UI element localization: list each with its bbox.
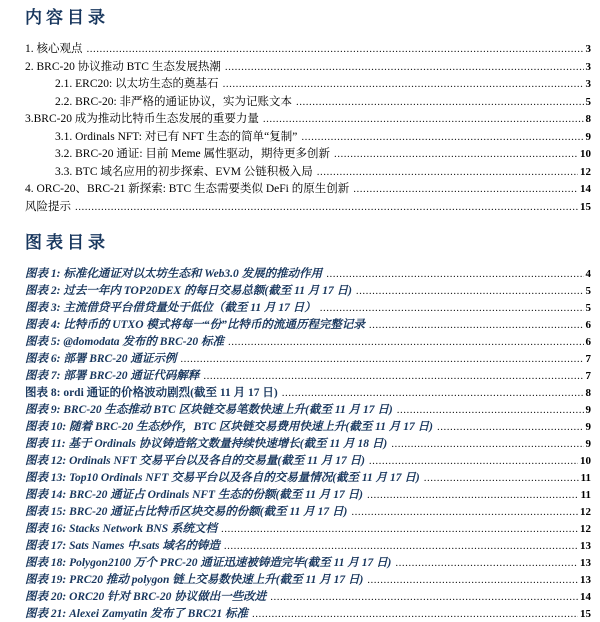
chart-entry-label: 图表 4: 比特币的 UTXO 模式将每一“份”比特币的流通历程完整记录 xyxy=(25,319,365,331)
chart-entry-page: 13 xyxy=(580,540,591,552)
toc-entry-label: 2. BRC-20 协议推动 BTC 生态发展热潮 xyxy=(25,60,221,73)
chart-entry-label: 图表 2: 过去一年内 TOP20DEX 的每日交易总额(截至 11 月 17 日) xyxy=(25,285,352,297)
chart-entry-10[interactable] xyxy=(25,418,591,435)
chart-toc-title: 图表目录 xyxy=(25,233,109,252)
toc-entry-page: 12 xyxy=(580,165,591,178)
dot-leader xyxy=(397,404,584,416)
chart-entry-label: 图表 14: BRC-20 通证占 Ordinals NFT 生态的份额(截至 11 月 17 日) xyxy=(25,489,363,501)
chart-entry-7[interactable] xyxy=(25,367,591,384)
dot-leader xyxy=(203,370,583,382)
dot-leader xyxy=(369,455,578,467)
chart-entry-page: 5 xyxy=(585,302,591,314)
chart-entry-label: 图表 10: 随着 BRC-20 生态炒作，BTC 区块链交易费用快速上升(截至 11 月 17 日) xyxy=(25,421,433,433)
chart-entry-9[interactable] xyxy=(25,401,591,418)
chart-entry-page: 8 xyxy=(585,387,591,399)
dot-leader xyxy=(356,285,584,297)
dot-leader xyxy=(270,591,578,603)
toc-entry-label: 2.2. BRC-20: 非严格的通证协议，实为记账文本 xyxy=(55,95,293,108)
toc-entry-label: 3.1. Ordinals NFT: 对已有 NFT 生态的简单“复制” xyxy=(55,130,298,143)
dot-leader xyxy=(424,472,579,484)
chart-entry-page: 6 xyxy=(585,319,591,331)
chart-entry-17[interactable] xyxy=(25,537,591,554)
chart-entry-1[interactable] xyxy=(25,265,591,282)
toc-entry-label: 1. 核心观点 xyxy=(25,43,83,55)
chart-entry-label: 图表 13: Top10 Ordinals NFT 交易平台以及各自的交易量情况(截至 11 月 17 日) xyxy=(25,472,420,484)
dot-leader xyxy=(228,336,583,348)
chart-entry-page: 9 xyxy=(585,438,591,450)
chart-entry-page: 4 xyxy=(585,268,591,280)
chart-entry-label: 图表 15: BRC-20 通证占比特币区块交易的份额(截至 11 月 17 日) xyxy=(25,506,348,518)
chart-entry-label: 图表 7: 部署 BRC-20 通证代码解释 xyxy=(25,370,200,382)
chart-entry-page: 9 xyxy=(585,421,591,433)
chart-entry-label: 图表 6: 部署 BRC-20 通证示例 xyxy=(25,353,177,365)
toc-entry-page: 8 xyxy=(585,113,591,125)
content-toc-title: 内容目录 xyxy=(25,8,109,27)
dot-leader xyxy=(367,489,579,501)
toc-entry-page: 3 xyxy=(585,78,591,90)
chart-entry-label: 图表 21: Alexei Zamyatin 发布了 BRC21 标准 xyxy=(25,608,248,620)
chart-entry-14[interactable] xyxy=(25,486,591,503)
dot-leader xyxy=(225,61,584,73)
chart-entry-8[interactable] xyxy=(25,384,591,401)
dot-leader xyxy=(320,302,584,314)
dot-leader xyxy=(223,78,584,90)
toc-entry-1[interactable] xyxy=(25,40,591,58)
chart-entry-label: 图表 11: 基于 Ordinals 协议铸造铭文数量持续快速增长(截至 11 月 18 日) xyxy=(25,438,388,450)
toc-entry-page: 5 xyxy=(585,95,591,108)
chart-entry-13[interactable] xyxy=(25,469,591,486)
toc-entry-2[interactable] xyxy=(25,58,591,76)
dot-leader xyxy=(326,268,583,280)
dot-leader xyxy=(252,608,578,620)
content-toc-list xyxy=(25,40,591,215)
dot-leader xyxy=(180,353,583,365)
chart-entry-15[interactable] xyxy=(25,503,591,520)
chart-entry-3[interactable] xyxy=(25,299,591,316)
chart-entry-4[interactable] xyxy=(25,316,591,333)
chart-entry-label: 图表 17: Sats Names 中.sats 域名的铸造 xyxy=(25,540,220,552)
chart-entry-label: 图表 19: PRC20 推动 polygon 链上交易数快速上升(截至 11 月 17 日) xyxy=(25,574,364,586)
dot-leader xyxy=(87,43,584,55)
chart-entry-label: 图表 1: 标准化通证对以太坊生态和 Web3.0 发展的推动作用 xyxy=(25,268,323,280)
toc-entry-page: 15 xyxy=(580,200,591,213)
chart-entry-page: 7 xyxy=(585,353,591,365)
dot-leader xyxy=(334,148,578,160)
chart-entry-page: 10 xyxy=(580,455,591,467)
toc-entry-label: 风险提示 xyxy=(25,200,71,213)
chart-entry-label: 图表 8: ordi 通证的价格波动剧烈(截至 11 月 17 日) xyxy=(25,387,278,399)
toc-entry-label: 2.1. ERC20: 以太坊生态的奠基石 xyxy=(55,78,219,90)
toc-entry-risk[interactable] xyxy=(25,198,591,216)
chart-entry-19[interactable] xyxy=(25,571,591,588)
chart-entry-page: 5 xyxy=(585,285,591,297)
chart-entry-5[interactable] xyxy=(25,333,591,350)
chart-entry-11[interactable] xyxy=(25,435,591,452)
chart-entry-page: 11 xyxy=(580,489,591,501)
toc-entry-label: 3.2. BRC-20 通证: 目前 Meme 属性驱动，期待更多创新 xyxy=(55,148,331,160)
dot-leader xyxy=(437,421,584,433)
chart-entry-page: 11 xyxy=(580,472,591,484)
dot-leader xyxy=(224,540,578,552)
dot-leader xyxy=(395,557,578,569)
toc-entry-page: 14 xyxy=(580,183,591,195)
toc-entry-label: 3.BRC-20 成为推动比特币生态发展的重要力量 xyxy=(25,113,259,125)
toc-entry-page: 3 xyxy=(585,60,591,73)
dot-leader xyxy=(282,387,584,399)
toc-entry-2-2[interactable] xyxy=(25,93,591,111)
chart-entry-21[interactable] xyxy=(25,605,591,622)
chart-entry-label: 图表 20: ORC20 针对 BRC-20 协议做出一些改进 xyxy=(25,591,267,603)
chart-entry-18[interactable] xyxy=(25,554,591,571)
chart-entry-page: 12 xyxy=(580,506,591,518)
chart-toc-list xyxy=(25,265,591,622)
chart-entry-12[interactable] xyxy=(25,452,591,469)
chart-entry-6[interactable] xyxy=(25,350,591,367)
toc-entry-page: 9 xyxy=(585,130,591,143)
chart-entry-label: 图表 18: Polygon2100 万个 PRC-20 通证迅速被铸造完毕(截至 11 月 17 日) xyxy=(25,557,392,569)
chart-entry-20[interactable] xyxy=(25,588,591,605)
dot-leader xyxy=(351,506,578,518)
chart-entry-label: 图表 12: Ordinals NFT 交易平台以及各自的交易量(截至 11 月 17 日) xyxy=(25,455,365,467)
chart-entry-page: 14 xyxy=(580,591,591,603)
toc-entry-3[interactable] xyxy=(25,110,591,128)
chart-entry-page: 7 xyxy=(585,370,591,382)
chart-entry-16[interactable] xyxy=(25,520,591,537)
chart-entry-page: 6 xyxy=(585,336,591,348)
chart-entry-label: 图表 3: 主流借贷平台借贷量处于低位（截至 11 月 17 日） xyxy=(25,302,316,314)
dot-leader xyxy=(317,166,578,178)
chart-entry-label: 图表 5: @domodata 发布的 BRC-20 标准 xyxy=(25,336,225,348)
dot-leader xyxy=(75,201,578,213)
toc-entry-label: 3.3. BTC 域名应用的初步探索、EVM 公链积极入局 xyxy=(55,165,313,178)
dot-leader xyxy=(263,113,584,125)
toc-entry-3-1[interactable] xyxy=(25,128,591,146)
dot-leader xyxy=(353,183,578,195)
dot-leader xyxy=(367,574,578,586)
toc-entry-page: 3 xyxy=(585,43,591,55)
toc-entry-3-2[interactable] xyxy=(25,145,591,163)
toc-entry-3-3[interactable] xyxy=(25,163,591,181)
dot-leader xyxy=(369,319,584,331)
dot-leader xyxy=(301,131,583,143)
chart-entry-page: 13 xyxy=(580,557,591,569)
dot-leader xyxy=(221,523,578,535)
dot-leader xyxy=(391,438,583,450)
chart-entry-label: 图表 16: Stacks Network BNS 系统文档 xyxy=(25,523,217,535)
toc-entry-4[interactable] xyxy=(25,180,591,198)
toc-entry-label: 4. ORC-20、BRC-21 新探索: BTC 生态需要类似 DeFi 的原生创新 xyxy=(25,183,350,195)
chart-entry-label: 图表 9: BRC-20 生态推动 BTC 区块链交易笔数快速上升(截至 11 月 17 日) xyxy=(25,404,393,416)
chart-entry-page: 13 xyxy=(580,574,591,586)
chart-entry-page: 12 xyxy=(580,523,591,535)
toc-entry-2-1[interactable] xyxy=(25,75,591,93)
chart-entry-page: 15 xyxy=(580,608,591,620)
toc-entry-page: 10 xyxy=(580,148,591,160)
chart-entry-page: 9 xyxy=(585,404,591,416)
dot-leader xyxy=(296,96,583,108)
chart-entry-2[interactable] xyxy=(25,282,591,299)
